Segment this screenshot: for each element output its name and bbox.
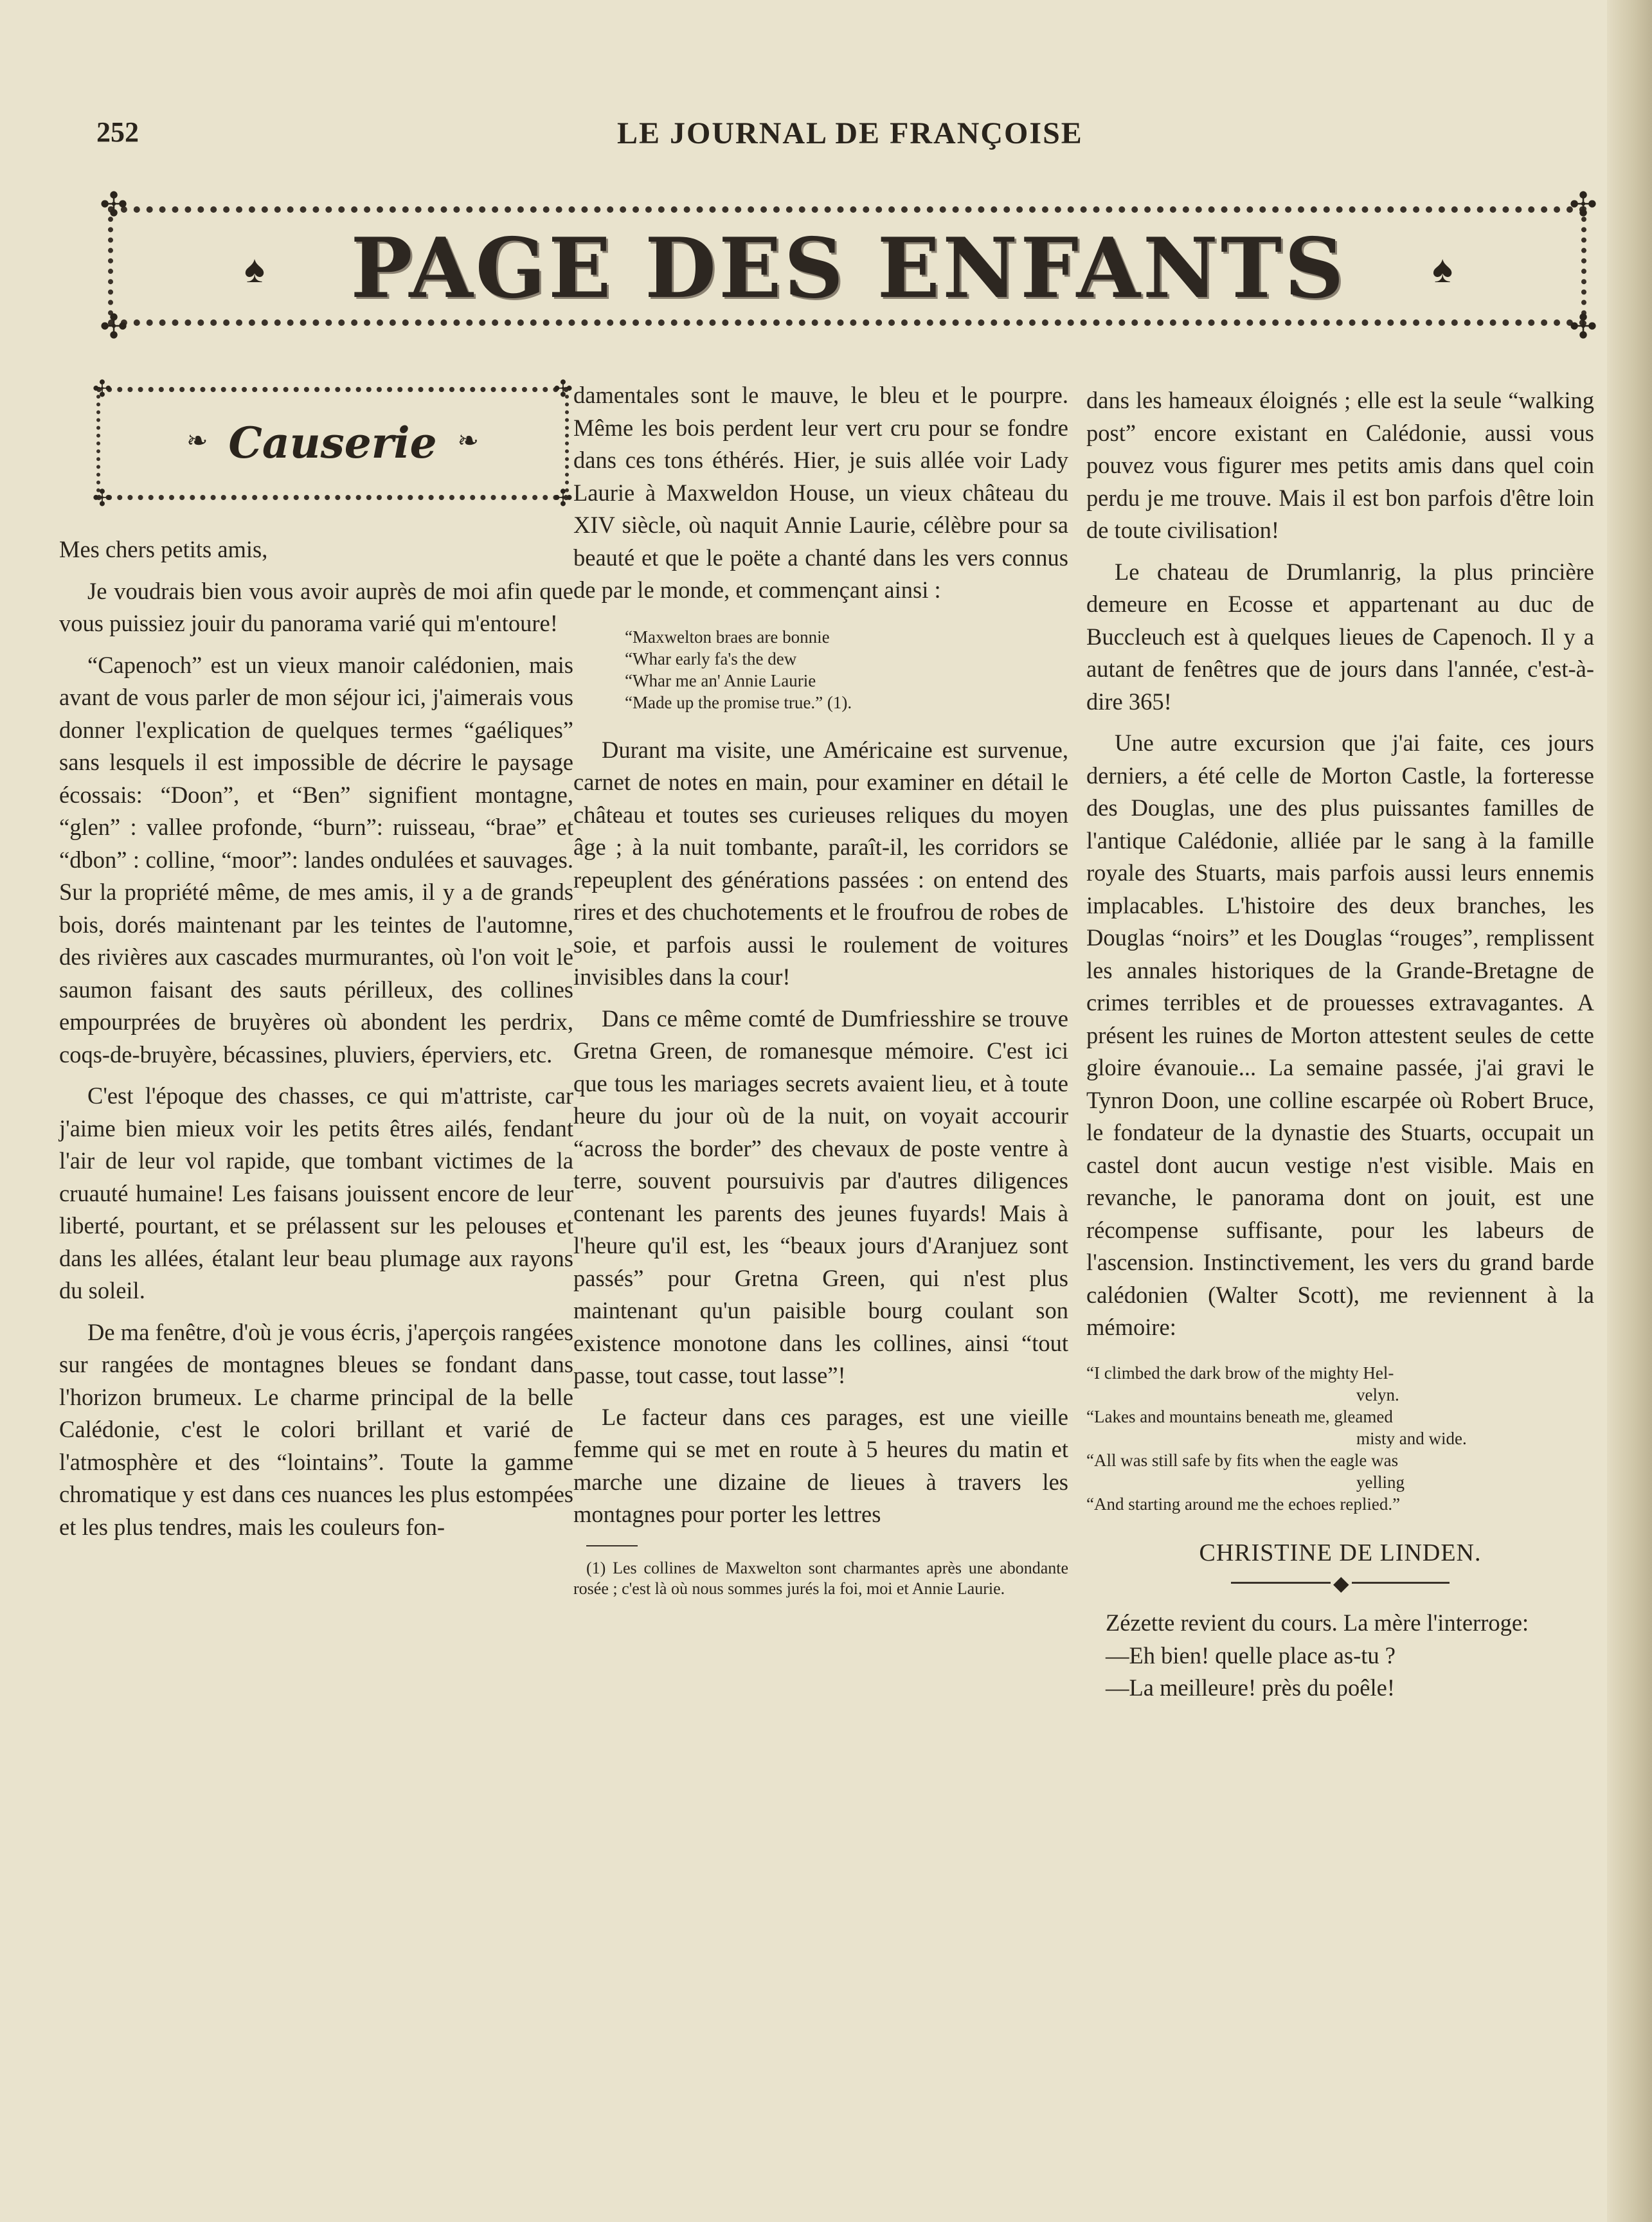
corner-ornament-icon: ✣ [100, 309, 128, 346]
paragraph: Le chateau de Drumlanrig, la plus princière demeure en Ecosse et appartenant au duc de Buccleuch est à quelques lieues de Capenoch. Il y a autant de fenêtres que de jours dans l'année, c'est-à-dire 365! [1086, 558, 1594, 715]
corner-ornament-icon: ✣ [1569, 187, 1597, 224]
causerie-title: Causerie [228, 418, 437, 468]
poem-walter-scott [1086, 1362, 1594, 1515]
poem-line: “I climbed the dark brow of the mighty Hel- [1086, 1363, 1394, 1383]
causerie-heading-box [90, 376, 575, 511]
corner-ornament-icon: ✣ [92, 376, 112, 402]
page-edge-shadow [1607, 0, 1652, 2222]
page-number: 252 [96, 116, 139, 148]
page-title: PAGE DES ENFANTS [350, 220, 1347, 317]
joke-block [1086, 1607, 1594, 1705]
running-header [96, 116, 1083, 161]
paragraph: damentales sont le mauve, le bleu et le pourpre. Même les bois perdent leur vert cru pour se fondre dans ces tons éthérés. Hier, je suis allée voir Lady Laurie à Maxweldon House, un vieux château du XIV siècle, où naquit Annie Laurie, célèbre pour sa beauté et que le poëte a chanté dans les vers connus de par le monde, et commençant ainsi : [573, 382, 1068, 603]
joke-line: Zézette revient du cours. La mère l'interroge: [1106, 1609, 1529, 1636]
footnote-rule [586, 1545, 638, 1546]
poem-line-continuation: yelling [1356, 1472, 1405, 1492]
joke-line: —Eh bien! quelle place as-tu ? [1106, 1642, 1396, 1669]
paragraph: De ma fenêtre, d'où je vous écris, j'aperçois rangées sur rangées de montagnes bleues se fondant dans l'horizon brumeux. Le charme principal de la belle Calédonie, c'est le colori brillant et varié de l'atmosphère et des “lointains”. Toute la gamme chromatique y est dans ces nuances les plus estompées et les plus tendres, mais les couleurs fon- [59, 1318, 573, 1540]
section-divider [1231, 1572, 1450, 1595]
bullet-ornament-icon: ❧ [186, 426, 208, 455]
poem-line: “Made up the promise true.” (1). [625, 692, 852, 712]
tulip-ornament-icon: ♠ [244, 248, 265, 291]
poem-line-continuation: misty and wide. [1356, 1428, 1467, 1448]
paragraph: Le facteur dans ces parages, est une vieille femme qui se met en route à 5 heures du matin et marche une dizaine de lieues à travers les montagnes pour porter les lettres [573, 1403, 1068, 1527]
poem-annie-laurie [625, 626, 1068, 713]
paragraph: dans les hameaux éloignés ; elle est la seule “walking post” encore existant en Calédonie, aussi vous pouvez vous figurer mes petits amis dans quel coin perdu je me trouve. Mais il est bon parfois d'être loin de toute civilisation! [1086, 387, 1594, 543]
text-column-3 [1086, 384, 1594, 1705]
section-banner [100, 187, 1597, 346]
poem-line: “And starting around me the echoes replied.” [1086, 1494, 1401, 1514]
corner-ornament-icon: ✣ [100, 187, 128, 224]
text-column-2 [573, 379, 1068, 1599]
poem-line: “Whar early fa's the dew [625, 649, 797, 668]
corner-ornament-icon: ✣ [553, 485, 573, 511]
greeting: Mes chers petits amis, [59, 536, 268, 562]
paragraph: Durant ma visite, une Américaine est survenue, carnet de notes en main, pour examiner en détail le château et toutes ses curieuses reliques du moyen âge ; à la nuit tombante, paraît-il, les corridors se repeuplent des générations passées : on entend des rires et des chuchotements et le froufrou de robes de soie, et parfois aussi le roulement de voitures invisibles dans la cour! [573, 736, 1068, 990]
paragraph: “Capenoch” est un vieux manoir calédonien, mais avant de vous parler de mon séjour ici, j'aimerais vous donner l'explication de quelques termes “gaéliques” sans lesquels il est impossible de décrire le paysage écossais: “Doon”, et “Ben” signifient montagne, “glen” : vallee profonde, “burn”: ruisseau, “brae” et “dbon” : colline, “moor”: landes ondulées et sauvages. Sur la propriété même, de mes amis, il y a de grands bois, dorés maintenant par les teintes de l'automne, des rivières aux cascades murmurantes, où l'on voit le saumon faisant des sauts périlleux, des collines empourprées de bruyères où abondent les perdrix, coqs-de-bruyère, bécassines, pluviers, éperviers, etc. [59, 651, 573, 1068]
poem-line-continuation: velyn. [1356, 1384, 1399, 1404]
paragraph: Une autre excursion que j'ai faite, ces jours derniers, a été celle de Morton Castle, la forteresse des Douglas, une des plus puissantes familles de l'antique Calédonie, alliée par le sang à la famille royale des Stuarts, mais parfois aussi leurs ennemis implacables. L'histoire des deux branches, les Douglas “noirs” et les Douglas “rouges”, remplissent les annales historiques de la Grande-Bretagne de crimes terribles et de prouesses extravagantes. A présent les ruines de Morton attestent seules de cette gloire évanouie... La semaine passée, j'ai gravi le Tynron Doon, une colline escarpée où Robert Bruce, le fondateur de la dynastie des Stuarts, occupait un castel dont aucun vestige n'est visible. Mais en revanche, le panorama dont on jouit, est une récompense suffisante, pour les labeurs de l'ascension. Instinctivement, les vers du grand barde calédonien (Walter Scott), me reviennent à la mémoire: [1086, 730, 1594, 1340]
corner-ornament-icon: ✣ [1569, 309, 1597, 346]
paragraph: Je voudrais bien vous avoir auprès de moi afin que vous puissiez jouir du panorama varié qui m'entoure! [59, 577, 573, 636]
poem-line: “Lakes and mountains beneath me, gleamed [1086, 1406, 1393, 1426]
poem-line: “Whar me an' Annie Laurie [625, 670, 816, 690]
poem-line: “All was still safe by fits when the eagle was [1086, 1450, 1399, 1470]
corner-ornament-icon: ✣ [92, 485, 112, 511]
paragraph: Dans ce même comté de Dumfriesshire se trouve Gretna Green, de romanesque mémoire. C'est ici que tous les mariages secrets avaient lieu, et à toute heure du jour où de la nuit, on voyait accourir “across the border” des chevaux de poste ventre à terre, souvent poursuivis par d'autres diligences contenant les parents des jeunes fuyards! Mais à l'heure qu'il est, les “beaux jours d'Aranjuez sont passés” pour Gretna Green, qui n'est plus maintenant qu'un paisible bourg coulant son existence monotone dans les collines, ainsi “tout passe, tout casse, tout lasse”! [573, 1005, 1068, 1388]
bullet-ornament-icon: ❧ [457, 426, 479, 455]
joke-line: —La meilleure! près du poêle! [1106, 1674, 1395, 1701]
paragraph: C'est l'époque des chasses, ce qui m'attriste, car j'aime bien mieux voir les petits êtres ailés, fendant l'air de leur vol rapide, que tombant victimes de la cruauté humaine! Les faisans jouissent encore de leur liberté, pourtant, et se prélassent sur les pelouses et dans les allées, étalant leur beau plumage aux rayons du soleil. [59, 1082, 573, 1304]
tulip-ornament-icon: ♠ [1432, 248, 1453, 291]
author-signature: CHRISTINE DE LINDEN. [1199, 1539, 1482, 1566]
journal-title: LE JOURNAL DE FRANÇOISE [617, 116, 1083, 150]
corner-ornament-icon: ✣ [553, 376, 573, 402]
footnote: (1) Les collines de Maxwelton sont charmantes après une abondante rosée ; c'est là où nous sommes jurés la foi, moi et Annie Laurie. [573, 1558, 1068, 1598]
text-column-1 [59, 533, 573, 1552]
poem-line: “Maxwelton braes are bonnie [625, 627, 830, 647]
diamond-ornament-icon: ◆ [1331, 1567, 1352, 1600]
